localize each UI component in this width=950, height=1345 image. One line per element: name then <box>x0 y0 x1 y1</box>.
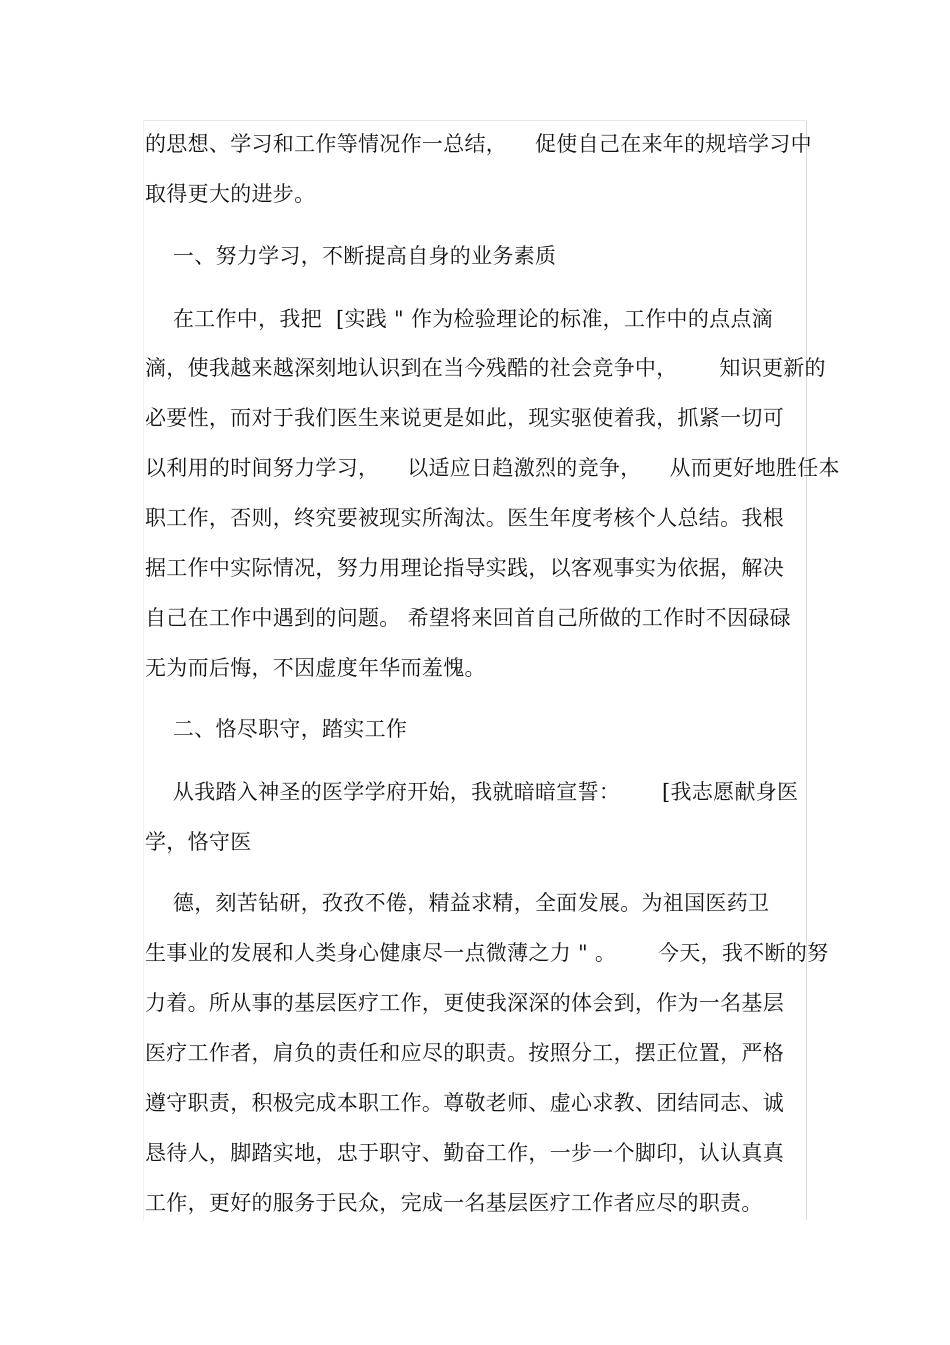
text-line: 以利用的时间努力学习， 以适应日趋激烈的竞争， 从而更好地胜任本 <box>145 456 840 480</box>
text-line: 医疗工作者，肩负的责任和应尽的职责。按照分工，摆正位置，严格 <box>145 1041 784 1065</box>
text-line: 自己在工作中遇到的问题。 希望将来回首自己所做的工作时不因碌碌 <box>145 606 791 630</box>
text-line: 职工作，否则，终究要被现实所淘汰。医生年度考核个人总结。我根 <box>145 506 784 530</box>
text-line: 德，刻苦钻研，孜孜不倦，精益求精，全面发展。为祖国医药卫 <box>145 891 770 915</box>
text-line: 必要性，而对于我们医生来说更是如此，现实驱使着我，抓紧一切可 <box>145 406 784 430</box>
text-line: 学，恪守医 <box>145 830 252 854</box>
text-line: 力着。所从事的基层医疗工作，更使我深深的体会到，作为一名基层 <box>145 991 784 1015</box>
text-line: 工作，更好的服务于民众，完成一名基层医疗工作者应尽的职责。 <box>145 1191 763 1215</box>
section-heading-2: 二、恪尽职守，踏实工作 <box>145 717 408 741</box>
text-line: 生事业的发展和人类身心健康尽一点微薄之力 " 。 今天，我不断的努 <box>145 941 829 965</box>
text-line: 在工作中，我把 [实践 " 作为检验理论的标准，工作中的点点滴 <box>145 307 774 331</box>
section-heading-1: 一、努力学习，不断提高自身的业务素质 <box>145 244 557 268</box>
text-line: 遵守职责，积极完成本职工作。尊敬老师、虚心求教、团结同志、诚 <box>145 1091 784 1115</box>
text-line: 据工作中实际情况，努力用理论指导实践，以客观事实为依据，解决 <box>145 556 784 580</box>
text-line: 恳待人，脚踏实地，忠于职守、勤奋工作，一步一个脚印，认认真真 <box>145 1141 784 1165</box>
text-line: 无为而后悔，不因虚度年华而羞愧。 <box>145 656 486 680</box>
text-line: 从我踏入神圣的医学学府开始，我就暗暗宣誓： [我志愿献身医 <box>145 780 799 804</box>
text-line: 滴，使我越来越深刻地认识到在当今残酷的社会竞争中， 知识更新的 <box>145 356 826 380</box>
text-line: 的思想、学习和工作等情况作一总结， 促使自己在来年的规培学习中 <box>145 132 812 156</box>
text-line: 取得更大的进步。 <box>145 182 316 206</box>
